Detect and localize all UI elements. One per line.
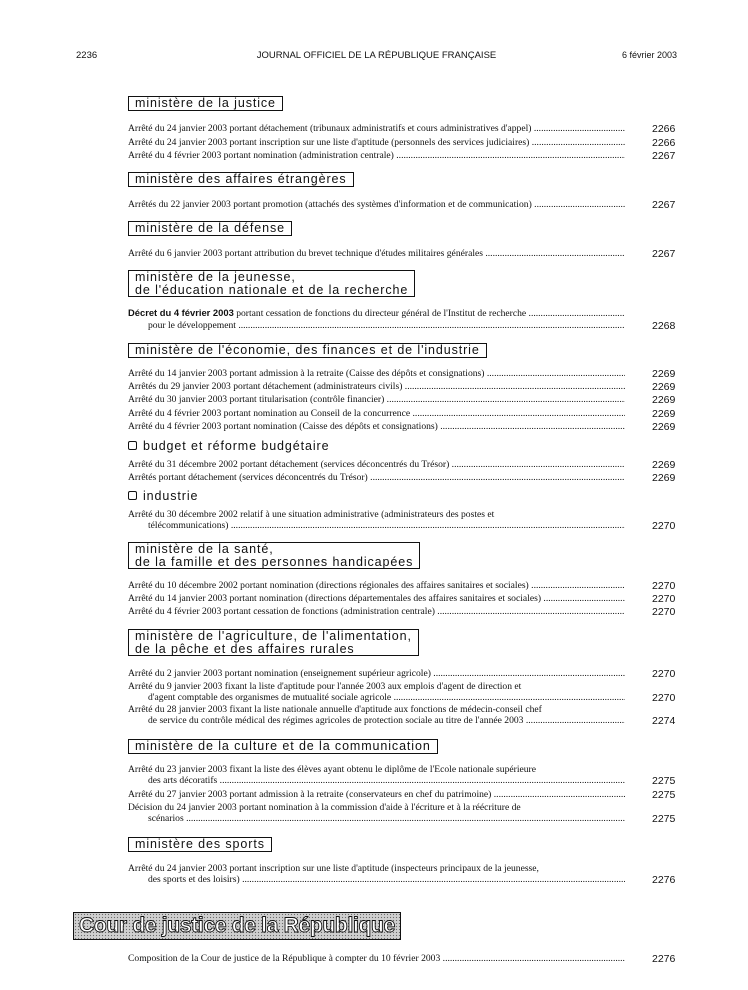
list-item: Arrêté du 2 janvier 2003 portant nomination (enseignement supérieur agricole) ..... bbox=[128, 668, 625, 680]
page-ref: 2270 bbox=[652, 520, 676, 532]
list-item: Arrêté du 24 janvier 2003 portant inscription sur une liste d'aptitude (inspecteurs principaux de la jeunesse, bbox=[128, 863, 539, 874]
ministry-heading-agriculture: ministère de l'agriculture, de l'alimentation, de la pêche et des affaires rurales bbox=[128, 629, 419, 656]
list-item: Décret du 4 février 2003 portant cessation de fonctions du directeur général de l'Institut de recherche ..... bbox=[128, 307, 625, 320]
list-item: Arrêté du 31 décembre 2002 portant détachement (services déconcentrés du Trésor) ..... bbox=[128, 459, 625, 471]
subsection-industry: industrie bbox=[128, 489, 198, 503]
page-ref: 2270 bbox=[652, 593, 676, 605]
page-ref: 2275 bbox=[652, 789, 676, 801]
list-item-continued: pour le développement ..... bbox=[128, 320, 625, 332]
page-ref: 2269 bbox=[652, 472, 676, 484]
list-item: Décision du 24 janvier 2003 portant nomination à la commission d'aide à l'écriture et à la réécriture de bbox=[128, 802, 521, 813]
ministry-heading-economy: ministère de l'économie, des finances et de l'industrie bbox=[128, 343, 487, 358]
list-item: Arrêté du 9 janvier 2003 fixant la liste d'aptitude pour l'année 2003 aux emplois d'agent de direction et bbox=[128, 681, 522, 692]
page-ref: 2270 bbox=[652, 580, 676, 592]
page-ref: 2276 bbox=[652, 953, 676, 965]
list-item-continued: des arts décoratifs ..... bbox=[128, 775, 625, 787]
list-item: Arrêté du 6 janvier 2003 portant attribution du brevet technique d'études militaires générales ..... bbox=[128, 248, 625, 260]
list-item: Arrêté du 4 février 2003 portant nomination (administration centrale) ..... bbox=[128, 150, 625, 162]
subsection-budget: budget et réforme budgétaire bbox=[128, 439, 329, 453]
ministry-heading-justice: ministère de la justice bbox=[128, 96, 283, 111]
page-ref: 2269 bbox=[652, 408, 676, 420]
page-ref: 2269 bbox=[652, 421, 676, 433]
list-item: Arrêté du 4 février 2003 portant cessation de fonctions (administration centrale) ..... bbox=[128, 606, 625, 618]
list-item: Arrêté du 27 janvier 2003 portant admission à la retraite (conservateurs en chef du patrimoine) ..... bbox=[128, 789, 625, 801]
list-item: Arrêté du 24 janvier 2003 portant inscription sur une liste d'aptitude (personnels des services judiciaires) ..... bbox=[128, 137, 625, 149]
list-item: Arrêté du 23 janvier 2003 fixant la liste des élèves ayant obtenu le diplôme de l'Ecole nationale supérieure bbox=[128, 764, 536, 775]
list-item: Arrêté du 14 janvier 2003 portant admission à la retraite (Caisse des dépôts et consignations) ..... bbox=[128, 368, 625, 380]
ministry-heading-sports: ministère des sports bbox=[128, 837, 272, 852]
page-ref: 2267 bbox=[652, 199, 676, 211]
page-ref: 2269 bbox=[652, 394, 676, 406]
page-ref: 2268 bbox=[652, 320, 676, 332]
ministry-heading-health: ministère de la santé, de la famille et des personnes handicapées bbox=[128, 542, 420, 569]
list-item: Arrêté du 14 janvier 2003 portant nomination (directions départementales des affaires sanitaires et sociales) ..... bbox=[128, 593, 625, 605]
page-ref: 2276 bbox=[652, 874, 676, 886]
ministry-heading-defense: ministère de la défense bbox=[128, 221, 292, 236]
page-ref: 2266 bbox=[652, 123, 676, 135]
list-item: Arrêtés portant détachement (services déconcentrés du Trésor) ..... bbox=[128, 472, 625, 484]
list-item: Arrêté du 4 février 2003 portant nomination au Conseil de la concurrence ..... bbox=[128, 408, 625, 420]
ministry-heading-foreign-affairs: ministère des affaires étrangères bbox=[128, 172, 354, 187]
page-ref: 2267 bbox=[652, 150, 676, 162]
square-bullet-icon bbox=[128, 441, 137, 450]
list-item-continued: de service du contrôle médical des régimes agricoles de protection sociale au titre de l'année 2003 ..... bbox=[128, 715, 625, 727]
list-item: Arrêté du 28 janvier 2003 fixant la liste nationale annuelle d'aptitude aux fonctions de médecin-conseil chef bbox=[128, 704, 542, 715]
list-item: Composition de la Cour de justice de la République à compter du 10 février 2003 ..... bbox=[128, 953, 625, 965]
list-item-continued: d'agent comptable des organismes de mutualité sociale agricole ..... bbox=[128, 692, 625, 704]
page-ref: 2275 bbox=[652, 813, 676, 825]
ministry-heading-education: ministère de la jeunesse, de l'éducation nationale et de la recherche bbox=[128, 270, 415, 297]
list-item: Arrêté du 30 janvier 2003 portant titularisation (contrôle financier) ..... bbox=[128, 394, 625, 406]
page-ref: 2266 bbox=[652, 137, 676, 149]
list-item: Arrêté du 24 janvier 2003 portant détachement (tribunaux administratifs et cours administratives d'appel) ..... bbox=[128, 123, 625, 135]
list-item: Arrêté du 10 décembre 2002 portant nomination (directions régionales des affaires sanitaires et sociales) ..... bbox=[128, 580, 625, 592]
list-item: Arrêtés du 29 janvier 2003 portant détachement (administrateurs civils) ..... bbox=[128, 381, 625, 393]
list-item: Arrêté du 30 décembre 2002 relatif à une situation administrative (administrateurs des postes et bbox=[128, 509, 495, 520]
square-bullet-icon bbox=[128, 491, 137, 500]
page-ref: 2270 bbox=[652, 606, 676, 618]
page-header bbox=[76, 50, 677, 64]
page-ref: 2270 bbox=[652, 668, 676, 680]
page-ref: 2275 bbox=[652, 775, 676, 787]
page-ref: 2269 bbox=[652, 459, 676, 471]
page-ref: 2269 bbox=[652, 368, 676, 380]
journal-title: JOURNAL OFFICIEL DE LA RÉPUBLIQUE FRANÇAISE bbox=[256, 50, 497, 61]
list-item-continued: des sports et des loisirs) ..... bbox=[128, 874, 625, 886]
page-ref: 2270 bbox=[652, 692, 676, 704]
page-ref: 2274 bbox=[652, 715, 676, 727]
list-item: Arrêté du 4 février 2003 portant nomination (Caisse des dépôts et consignations) ..... bbox=[128, 421, 625, 433]
page-ref: 2269 bbox=[652, 381, 676, 393]
list-item-continued: scénarios ..... bbox=[128, 813, 625, 825]
cour-de-justice-heading: Cour de justice de la République bbox=[73, 912, 401, 940]
ministry-heading-culture: ministère de la culture et de la communication bbox=[128, 739, 438, 754]
list-item: Arrêtés du 22 janvier 2003 portant promotion (attachés des systèmes d'information et de communication) ..... bbox=[128, 199, 625, 211]
issue-date: 6 février 2003 bbox=[621, 50, 677, 60]
page-ref: 2267 bbox=[652, 248, 676, 260]
page-number: 2236 bbox=[76, 50, 98, 61]
list-item-continued: télécommunications) ..... bbox=[128, 520, 625, 532]
